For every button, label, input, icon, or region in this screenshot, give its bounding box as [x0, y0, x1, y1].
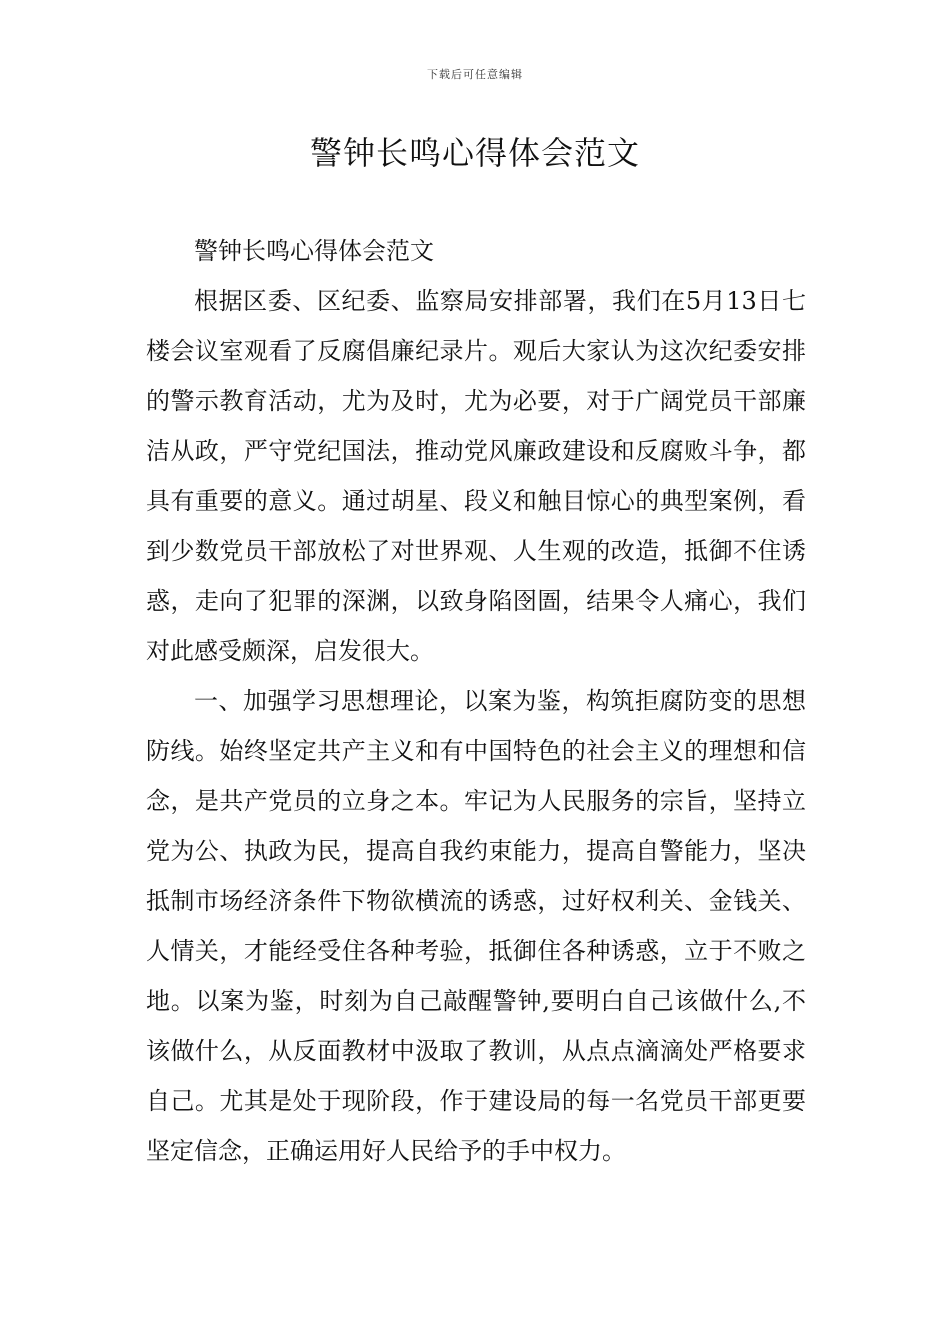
paragraph: 一、加强学习思想理论，以案为鉴，构筑拒腐防变的思想防线。始终坚定共产主义和有中国特色的社会主义的理想和信念，是共产党员的立身之本。牢记为人民服务的宗旨，坚持立党为公、执政为民，提高自我约束能力，提高自警能力，坚决抵制市场经济条件下物欲横流的诱惑，过好权利关、金钱关、人情关，才能经受住各种考验，抵御住各种诱惑，立于不败之地。以案为鉴，时刻为自己敲醒警钟,要明白自己该做什么,不该做什么，从反面教材中汲取了教训，从点点滴滴处严格要求自己。尤其是处于现阶段，作于建设局的每一名党员干部更要坚定信念，正确运用好人民给予的手中权力。	[146, 687, 806, 1165]
paragraph-subtitle: 警钟长鸣心得体会范文	[194, 237, 434, 265]
page-title: 警钟长鸣心得体会范文	[309, 134, 640, 172]
header-note: 下载后可任意编辑	[427, 68, 523, 81]
document-body	[146, 226, 806, 1176]
paragraph: 根据区委、区纪委、监察局安排部署，我们在5月13日七楼会议室观看了反腐倡廉纪录片。观后大家认为这次纪委安排的警示教育活动，尤为及时，尤为必要，对于广阔党员干部廉洁从政，严守党纪国法，推动党风廉政建设和反腐败斗争，都具有重要的意义。通过胡星、段义和触目惊心的典型案例，看到少数党员干部放松了对世界观、人生观的改造，抵御不住诱惑，走向了犯罪的深渊，以致身陷囹圄，结果令人痛心，我们对此感受颇深，启发很大。	[146, 287, 806, 665]
